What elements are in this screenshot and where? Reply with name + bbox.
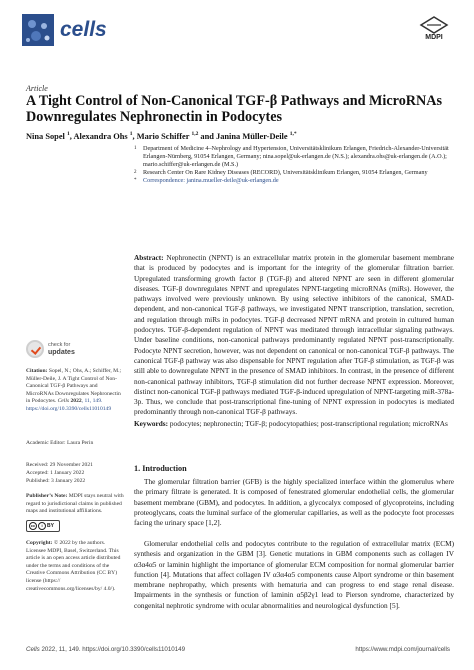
affiliation-item: 2 Research Center On Rare Kidney Diseases (RECORD), Universitätsklinikum Erlangen, 91054 Erlangen, Germany	[134, 169, 428, 177]
footer-citation: Cells 2022, 11, 149. https://doi.org/10.3390/cells11010149	[26, 646, 186, 653]
correspondence: * Correspondence: janina.mueller-deile@uk-erlangen.de	[134, 177, 279, 185]
author-affil-mark: 1	[129, 131, 133, 137]
copyright-notice: Copyright: © 2022 by the authors. Licensee MDPI, Basel, Switzerland. This article is an open access article distributed under the terms and conditions of the Creative Commons Attribution (CC BY) license (https:// creativecommons.org/licenses/by/ 4.0/).	[26, 540, 121, 592]
journal-name[interactable]: cells	[60, 18, 107, 41]
check-updates-icon	[26, 340, 44, 358]
intro-paragraph: The glomerular filtration barrier (GFB) is the highly specialized interface within the glomerulus where the primary filtrate is generated. It is composed of fenestrated glomerular endothelial cells, the glomerular basement membrane (GBM), and podocytes. In addition, a glycocalyx composed of glycoproteins, including proteoglycans, coats the luminal surface of the glomerular capillaries, as well as the podocyte foot processes facing the urinary space [1,2].	[134, 477, 454, 528]
attribution-icon: i	[38, 522, 46, 530]
cc-by-license-badge[interactable]: cc i BY	[26, 520, 60, 532]
received-date: Received: 29 November 2021	[26, 462, 93, 468]
article-title: A Tight Control of Non-Canonical TGF-β Pathways and MicroRNAs Downregulates Nephronectin in Podocytes	[26, 93, 443, 125]
author-affil-mark: 1	[66, 131, 70, 137]
citation-block: Citation: Sopel, N.; Ohs, A.; Schiffer, M.; Müller-Deile, J. A Tight Control of Non-Canonical TGF-β Pathways and MicroRNAs Downregulates Nephronectin in Podocytes. Cells 2022, 11, 149. https://doi.org/10.3390/cells11010149	[26, 368, 122, 412]
academic-editor: Academic Editor: Laura Perin	[26, 440, 94, 446]
cells-logo-icon	[22, 14, 54, 46]
affiliations	[134, 145, 452, 185]
author-list: Nina Sopel $^1$, Alexandra Ohs $^1$, Mario Schiffer $^{1,2}$ and Janina Müller-Deile $^{1,*}$	[26, 131, 297, 141]
abstract-text: Nephronectin (NPNT) is an extracellular matrix protein in the glomerular basement membrane that is produced by podocytes and is important for the integrity of the glomerular filtration barrier. Upregulated transforming growth factor β (TGF-β) and altered NPNT are seen in different glomerular diseases. TGF-β downregulates NPNT and upregulates NPNT-targeting microRNAs (miRs). However, the pathways involved were previously unknown. By using selective inhibitors of the canonical, SMAD-dependent, and non-canonical TGF-β pathways, we investigated NPNT transcription, translation, secretion, and regulation through miRs in podocytes. TGF-β decreased NPNT mRNA and protein in cultured human podocytes. TGF-β-dependent regulation of NPNT was meditated through intracellular signaling pathways. Under baseline conditions, non-canonical pathways predominantly regulated NPNT post-transcriptionally. Podocyte NPNT secretion, however, was not dependent on canonical or non-canonical TGF-β pathways. The canonical TGF-β pathway was also dispensable for NPNT regulation after TGF-β stimulation, as TGF-β was still able to downregulate NPNT in the presence of SMAD inhibitors. In contrast, in the presence of different non-canonical pathway inhibitors, TGF-β stimulation did not further decrease NPNT expression. Moreover, distinct non-canonical TGF-β pathways mediated TGF-β-induced upregulation of NPNT-targeting miR-378a-3p. Thus, we conclude that post-transcriptional fine-tuning of NPNT expression in podocytes is mediated predominantly through non-canonical TGF-β pathways.	[134, 253, 454, 417]
creative-commons-icon: cc	[30, 523, 36, 528]
page-footer	[26, 646, 450, 653]
author-name[interactable]: Alexandra Ohs	[73, 131, 128, 141]
keywords-text: podocytes; nephronectin; TGF-β; podocytopathies; post-transcriptional regulation; microRNAs	[169, 419, 448, 428]
intro-paragraph: Glomerular endothelial cells and podocytes contribute to the regulation of extracellular matrix (ECM) synthesis and organization in the GBM [3]. Genetic mutations in GBM components such as collagen IV α3α4α5 or laminin highlight the importance of glomerular ECM composition for normal glomerular barrier function [4]. Mutations that affect collagen IV α3α4α5 components cause Alport syndrome or thin basement membrane nephropathy, which presents with hematuria and can progress to end stage renal disease. Impairments in the synthesis or function of laminin α5β2γ1 lead to Pierson syndrome, characterized by congenital nephrotic syndrome with ocular abnormalities and neurological dysfunction [5].	[134, 539, 454, 610]
author-name[interactable]: Mario Schiffer	[136, 131, 190, 141]
affiliation-item: 1 Department of Medicine 4–Nephrology and Hypertension, Universitätsklinikum Erlangen, Friedrich-Alexander-Universität Erlangen-Nürnberg, 91054 Erlangen, Germany; nina.sopel@uk-erlangen.de (N.S.); alexandra.ohs@uk-erlangen.de (A.O.); mario.schiffer@uk-erlangen.de (M.S.)	[134, 145, 449, 169]
abstract	[134, 253, 454, 418]
journal-header	[22, 14, 452, 54]
citation-doi-link[interactable]: , 11, 149. https://doi.org/10.3390/cells11010149	[26, 398, 112, 412]
author-affil-mark: 1,2	[191, 131, 199, 137]
publisher-name: MDPI	[425, 34, 443, 41]
mdpi-logo[interactable]	[416, 16, 452, 46]
author-name[interactable]: Nina Sopel	[26, 131, 65, 141]
article-type: Article	[26, 84, 48, 93]
footer-journal-url[interactable]: https://www.mdpi.com/journal/cells	[355, 646, 450, 653]
mdpi-emblem-icon	[416, 16, 452, 34]
accepted-date: Accepted: 1 January 2022	[26, 470, 85, 476]
keywords-label: Keywords:	[134, 419, 169, 428]
author-name[interactable]: Janina Müller-Deile	[216, 131, 288, 141]
section-heading: 1. Introduction	[134, 464, 187, 473]
publisher-note: Publisher’s Note: MDPI stays neutral with regard to jurisdictional claims in published maps and institutional affiliations.	[26, 493, 124, 515]
check-for-updates-badge[interactable]: check for updates	[26, 340, 106, 360]
keywords	[134, 419, 454, 429]
author-affil-mark: 1,*	[289, 131, 297, 137]
abstract-label: Abstract:	[134, 253, 164, 262]
published-date: Published: 3 January 2022	[26, 478, 86, 484]
